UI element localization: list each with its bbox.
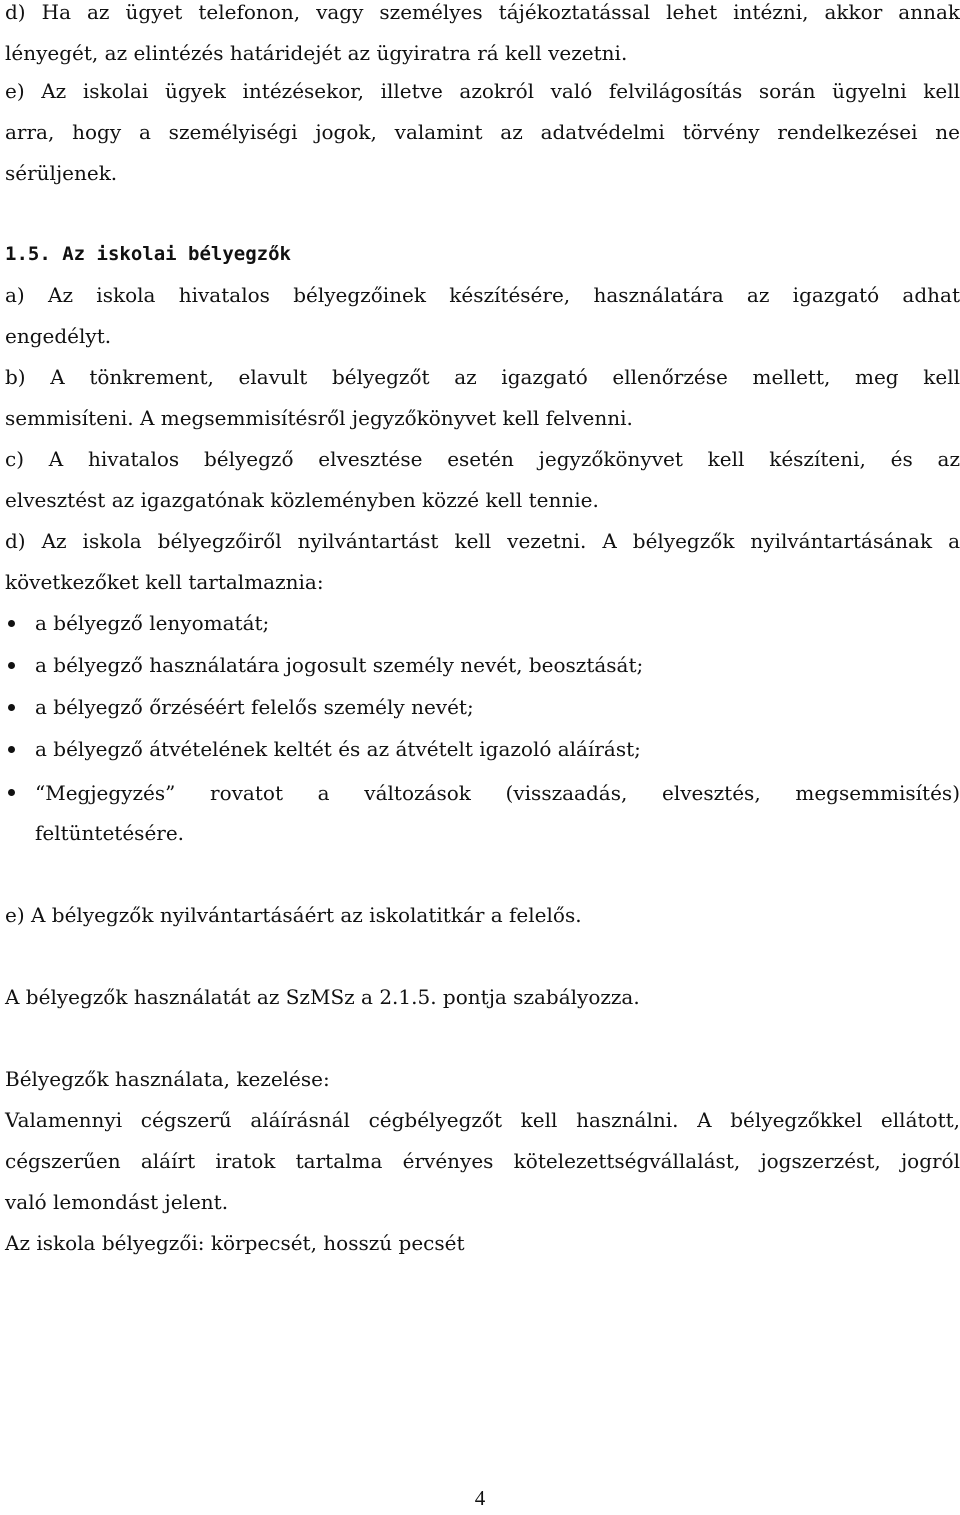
paragraph-d-phone-line-2: lényegét, az elintézés határidejét az ügyiratra rá kell vezetni. xyxy=(5,41,628,65)
page-number: 4 xyxy=(474,1486,486,1510)
paragraph-b-line-1: b) A tönkrement, elavult bélyegzőt az igazgató ellenőrzése mellett, meg kell xyxy=(5,365,960,389)
bullet-dot-icon xyxy=(8,620,15,627)
paragraph-a-line-2: engedélyt. xyxy=(5,324,112,348)
bullet-text: a bélyegző használatára jogosult személy nevét, beosztását; xyxy=(35,653,644,677)
paragraph-b-line-2: semmisíteni. A megsemmisítésről jegyzőkönyvet kell felvenni. xyxy=(5,406,633,430)
paragraph-a-line-1: a) Az iskola hivatalos bélyegzőinek készítésére, használatára az igazgató adhat xyxy=(5,283,960,307)
paragraph-e-responsible: e) A bélyegzők nyilvántartásáért az iskolatitkár a felelős. xyxy=(5,903,582,927)
paragraph-usage-line-2: cégszerűen aláírt iratok tartalma érvényes kötelezettségvállalást, jogszerzést, jogról xyxy=(5,1149,960,1173)
paragraph-c-line-2: elvesztést az igazgatónak közleményben közzé kell tennie. xyxy=(5,488,599,512)
bullet-text-line-2: feltüntetésére. xyxy=(35,821,185,845)
section-heading: 1.5. Az iskolai bélyegzők xyxy=(5,243,291,265)
bullet-text: a bélyegző lenyomatát; xyxy=(35,611,270,635)
bullet-dot-icon xyxy=(8,789,15,796)
paragraph-d-register-line-1: d) Az iskola bélyegzőiről nyilvántartást kell vezetni. A bélyegzők nyilvántartásának a xyxy=(5,529,960,553)
paragraph-e-privacy-line-3: sérüljenek. xyxy=(5,161,118,185)
bullet-text-line-1: “Megjegyzés” rovatot a változások (visszaadás, elvesztés, megsemmisítés) xyxy=(35,781,960,805)
paragraph-d-register-line-2: következőket kell tartalmaznia: xyxy=(5,570,324,594)
bullet-dot-icon xyxy=(8,662,15,669)
paragraph-stamps: Az iskola bélyegzői: körpecsét, hosszú pecsét xyxy=(5,1231,465,1255)
paragraph-d-phone-line-1: d) Ha az ügyet telefonon, vagy személyes tájékoztatással lehet intézni, akkor annak xyxy=(5,0,960,24)
bullet-text: a bélyegző átvételének keltét és az átvételt igazoló aláírást; xyxy=(35,737,641,761)
paragraph-e-privacy-line-2: arra, hogy a személyiségi jogok, valamint az adatvédelmi törvény rendelkezései ne xyxy=(5,120,960,144)
paragraph-e-privacy-line-1: e) Az iskolai ügyek intézésekor, illetve azokról való felvilágosítás során ügyelni kell xyxy=(5,79,960,103)
paragraph-szmsz: A bélyegzők használatát az SzMSz a 2.1.5. pontja szabályozza. xyxy=(5,985,640,1009)
bullet-dot-icon xyxy=(8,746,15,753)
bullet-text: a bélyegző őrzéséért felelős személy nevét; xyxy=(35,695,474,719)
bullet-dot-icon xyxy=(8,704,15,711)
paragraph-c-line-1: c) A hivatalos bélyegző elvesztése esetén jegyzőkönyvet kell készíteni, és az xyxy=(5,447,960,471)
paragraph-usage-line-3: való lemondást jelent. xyxy=(5,1190,229,1214)
usage-title: Bélyegzők használata, kezelése: xyxy=(5,1067,330,1091)
paragraph-usage-line-1: Valamennyi cégszerű aláírásnál cégbélyegzőt kell használni. A bélyegzőkkel ellátott, xyxy=(5,1108,960,1132)
